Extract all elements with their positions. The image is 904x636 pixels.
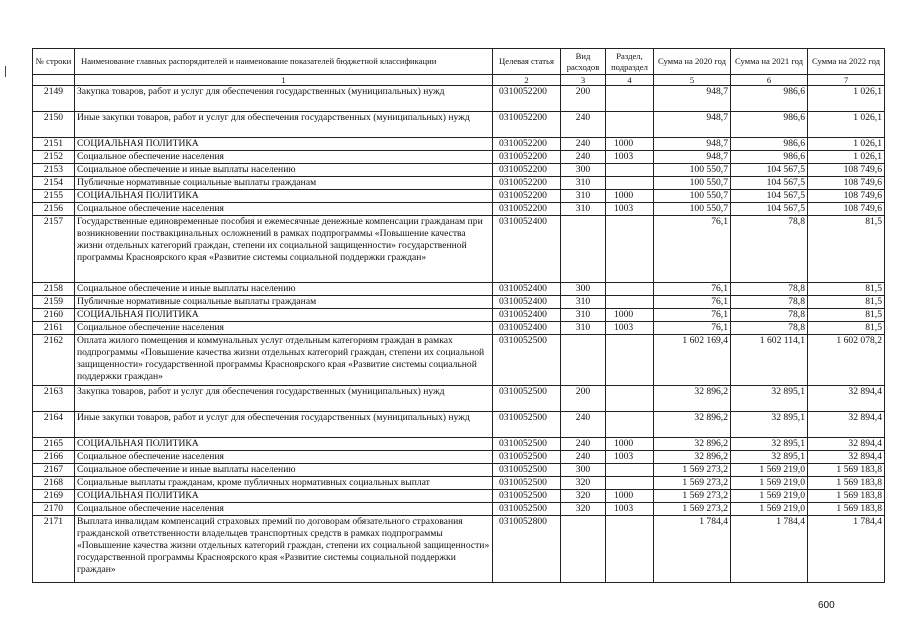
sum-2022: 32 894,4 (808, 412, 885, 438)
section-code (606, 386, 654, 412)
sum-2021: 986,6 (731, 151, 808, 164)
row-name: Закупка товаров, работ и услуг для обеспечения государственных (муниципальных) нужд (75, 86, 493, 112)
sum-2022: 1 026,1 (808, 138, 885, 151)
sum-2020: 948,7 (654, 151, 731, 164)
row-number: 2161 (33, 322, 75, 335)
table-row (33, 490, 885, 503)
row-name: Публичные нормативные социальные выплаты гражданам (75, 177, 493, 190)
row-name: Социальное обеспечение населения (75, 151, 493, 164)
target-article: 0310052200 (493, 138, 561, 151)
row-name: СОЦИАЛЬНАЯ ПОЛИТИКА (75, 309, 493, 322)
row-name: СОЦИАЛЬНАЯ ПОЛИТИКА (75, 490, 493, 503)
row-number: 2160 (33, 309, 75, 322)
sum-2022: 108 749,6 (808, 164, 885, 177)
sum-2021: 1 602 114,1 (731, 335, 808, 386)
header-target-article: Целевая статья (493, 49, 561, 75)
expense-type: 320 (561, 477, 606, 490)
expense-type (561, 335, 606, 386)
sum-2020: 100 550,7 (654, 190, 731, 203)
sum-2022: 1 569 183,8 (808, 477, 885, 490)
section-code (606, 177, 654, 190)
row-name: СОЦИАЛЬНАЯ ПОЛИТИКА (75, 190, 493, 203)
sum-2020: 1 569 273,2 (654, 464, 731, 477)
sum-2021: 104 567,5 (731, 190, 808, 203)
expense-type: 300 (561, 164, 606, 177)
table-row (33, 386, 885, 412)
expense-type: 320 (561, 503, 606, 516)
section-code (606, 516, 654, 583)
row-name: Социальное обеспечение и иные выплаты населению (75, 283, 493, 296)
row-number: 2152 (33, 151, 75, 164)
header-sum-2022: Сумма на 2022 год (808, 49, 885, 75)
table-row (33, 451, 885, 464)
row-name: Иные закупки товаров, работ и услуг для обеспечения государственных (муниципальных) нужд (75, 412, 493, 438)
section-code: 1000 (606, 309, 654, 322)
column-number: 1 (75, 75, 493, 86)
sum-2022: 1 602 078,2 (808, 335, 885, 386)
sum-2021: 78,8 (731, 216, 808, 283)
sum-2021: 1 569 219,0 (731, 477, 808, 490)
row-name: Иные закупки товаров, работ и услуг для обеспечения государственных (муниципальных) нужд (75, 112, 493, 138)
sum-2022: 1 569 183,8 (808, 503, 885, 516)
row-name: Социальное обеспечение и иные выплаты населению (75, 464, 493, 477)
section-code (606, 477, 654, 490)
sum-2021: 104 567,5 (731, 177, 808, 190)
sum-2022: 32 894,4 (808, 451, 885, 464)
row-number: 2168 (33, 477, 75, 490)
table-row (33, 296, 885, 309)
expense-type (561, 216, 606, 283)
sum-2022: 1 569 183,8 (808, 464, 885, 477)
target-article: 0310052500 (493, 464, 561, 477)
sum-2020: 76,1 (654, 296, 731, 309)
header-sum-2020: Сумма на 2020 год (654, 49, 731, 75)
row-name: Закупка товаров, работ и услуг для обеспечения государственных (муниципальных) нужд (75, 386, 493, 412)
expense-type: 240 (561, 412, 606, 438)
sum-2022: 81,5 (808, 216, 885, 283)
sum-2021: 986,6 (731, 138, 808, 151)
header-section: Раздел, подраздел (606, 49, 654, 75)
sum-2021: 78,8 (731, 309, 808, 322)
row-number: 2167 (33, 464, 75, 477)
section-code: 1000 (606, 190, 654, 203)
column-number-row (33, 75, 885, 86)
section-code: 1003 (606, 503, 654, 516)
row-name: Оплата жилого помещения и коммунальных услуг отдельным категориям граждан в рамках подпрограммы «Повышение качества жизни отдельных категорий граждан, степени их социальной защищенности» государственной программы Красноярского края «Развитие системы социальной поддержки граждан» (75, 335, 493, 386)
expense-type: 300 (561, 283, 606, 296)
sum-2020: 100 550,7 (654, 164, 731, 177)
expense-type: 310 (561, 203, 606, 216)
row-number: 2151 (33, 138, 75, 151)
table-row (33, 177, 885, 190)
row-number: 2150 (33, 112, 75, 138)
sum-2020: 1 569 273,2 (654, 477, 731, 490)
column-number-blank (33, 75, 75, 86)
sum-2020: 1 569 273,2 (654, 503, 731, 516)
table-row (33, 138, 885, 151)
table-row (33, 335, 885, 386)
row-number: 2169 (33, 490, 75, 503)
table-row (33, 164, 885, 177)
expense-type: 310 (561, 296, 606, 309)
sum-2021: 986,6 (731, 112, 808, 138)
row-number: 2170 (33, 503, 75, 516)
section-code: 1003 (606, 322, 654, 335)
table-row (33, 151, 885, 164)
row-number: 2165 (33, 438, 75, 451)
header-expense-type: Вид расходов (561, 49, 606, 75)
sum-2022: 32 894,4 (808, 386, 885, 412)
sum-2020: 948,7 (654, 112, 731, 138)
target-article: 0310052200 (493, 112, 561, 138)
row-name: СОЦИАЛЬНАЯ ПОЛИТИКА (75, 138, 493, 151)
sum-2021: 78,8 (731, 283, 808, 296)
sum-2020: 32 896,2 (654, 412, 731, 438)
row-number: 2149 (33, 86, 75, 112)
section-code (606, 164, 654, 177)
sum-2020: 76,1 (654, 309, 731, 322)
expense-type: 240 (561, 438, 606, 451)
row-number: 2157 (33, 216, 75, 283)
column-number: 6 (731, 75, 808, 86)
sum-2020: 100 550,7 (654, 203, 731, 216)
table-row (33, 438, 885, 451)
header-name: Наименование главных распорядителей и наименование показателей бюджетной классификации (75, 49, 493, 75)
table-row (33, 412, 885, 438)
expense-type: 320 (561, 490, 606, 503)
row-name: СОЦИАЛЬНАЯ ПОЛИТИКА (75, 438, 493, 451)
row-name: Социальное обеспечение населения (75, 451, 493, 464)
header-row (33, 49, 885, 75)
section-code (606, 283, 654, 296)
column-number: 4 (606, 75, 654, 86)
sum-2022: 81,5 (808, 322, 885, 335)
sum-2020: 1 784,4 (654, 516, 731, 583)
row-number: 2171 (33, 516, 75, 583)
sum-2021: 78,8 (731, 296, 808, 309)
header-row-number: № строки (33, 49, 75, 75)
expense-type: 310 (561, 322, 606, 335)
section-code: 1000 (606, 438, 654, 451)
row-number: 2162 (33, 335, 75, 386)
sum-2021: 986,6 (731, 86, 808, 112)
sum-2020: 76,1 (654, 322, 731, 335)
sum-2022: 81,5 (808, 309, 885, 322)
target-article: 0310052500 (493, 386, 561, 412)
sum-2020: 1 602 169,4 (654, 335, 731, 386)
sum-2021: 32 895,1 (731, 412, 808, 438)
sum-2022: 81,5 (808, 296, 885, 309)
sum-2022: 1 026,1 (808, 112, 885, 138)
row-name: Выплата инвалидам компенсаций страховых премий по договорам обязательного страхования гражданской ответственности владельцев транспортных средств в рамках подпрограммы «Повышение качества жизни отдельных категорий граждан, степени их социальной защищенности» государственной программы Красноярского края «Развитие системы социальной поддержки граждан» (75, 516, 493, 583)
target-article: 0310052400 (493, 309, 561, 322)
target-article: 0310052200 (493, 164, 561, 177)
sum-2022: 108 749,6 (808, 190, 885, 203)
margin-mark (5, 66, 6, 77)
table-row (33, 203, 885, 216)
sum-2021: 78,8 (731, 322, 808, 335)
sum-2022: 1 026,1 (808, 151, 885, 164)
section-code: 1000 (606, 490, 654, 503)
target-article: 0310052500 (493, 490, 561, 503)
target-article: 0310052500 (493, 477, 561, 490)
sum-2020: 32 896,2 (654, 386, 731, 412)
sum-2020: 76,1 (654, 283, 731, 296)
row-name: Социальное обеспечение населения (75, 503, 493, 516)
row-number: 2156 (33, 203, 75, 216)
table-row (33, 322, 885, 335)
row-number: 2166 (33, 451, 75, 464)
target-article: 0310052500 (493, 438, 561, 451)
row-number: 2155 (33, 190, 75, 203)
sum-2021: 32 895,1 (731, 386, 808, 412)
expense-type (561, 516, 606, 583)
sum-2022: 81,5 (808, 283, 885, 296)
section-code: 1003 (606, 151, 654, 164)
sum-2021: 1 569 219,0 (731, 503, 808, 516)
row-name: Публичные нормативные социальные выплаты гражданам (75, 296, 493, 309)
target-article: 0310052400 (493, 322, 561, 335)
sum-2020: 1 569 273,2 (654, 490, 731, 503)
target-article: 0310052500 (493, 335, 561, 386)
target-article: 0310052200 (493, 190, 561, 203)
section-code (606, 296, 654, 309)
expense-type: 240 (561, 112, 606, 138)
sum-2020: 32 896,2 (654, 438, 731, 451)
section-code (606, 412, 654, 438)
sum-2022: 1 569 183,8 (808, 490, 885, 503)
sum-2022: 108 749,6 (808, 203, 885, 216)
sum-2021: 104 567,5 (731, 203, 808, 216)
expense-type: 240 (561, 151, 606, 164)
sum-2022: 32 894,4 (808, 438, 885, 451)
table-row (33, 86, 885, 112)
row-name: Социальное обеспечение населения (75, 203, 493, 216)
expense-type: 300 (561, 464, 606, 477)
section-code: 1000 (606, 138, 654, 151)
row-number: 2164 (33, 412, 75, 438)
row-name: Социальное обеспечение населения (75, 322, 493, 335)
table-row (33, 190, 885, 203)
target-article: 0310052400 (493, 216, 561, 283)
table-body (33, 75, 885, 583)
sum-2021: 104 567,5 (731, 164, 808, 177)
sum-2020: 948,7 (654, 138, 731, 151)
expense-type: 310 (561, 309, 606, 322)
sum-2021: 32 895,1 (731, 438, 808, 451)
expense-type: 240 (561, 451, 606, 464)
section-code: 1003 (606, 203, 654, 216)
target-article: 0310052200 (493, 151, 561, 164)
table-row (33, 309, 885, 322)
expense-type: 200 (561, 86, 606, 112)
target-article: 0310052500 (493, 412, 561, 438)
table-row (33, 112, 885, 138)
target-article: 0310052200 (493, 177, 561, 190)
table-row (33, 516, 885, 583)
column-number: 5 (654, 75, 731, 86)
section-code (606, 335, 654, 386)
row-name: Социальное обеспечение и иные выплаты населению (75, 164, 493, 177)
sum-2020: 76,1 (654, 216, 731, 283)
section-code (606, 464, 654, 477)
target-article: 0310052500 (493, 503, 561, 516)
expense-type: 310 (561, 177, 606, 190)
table-row (33, 216, 885, 283)
column-number: 2 (493, 75, 561, 86)
column-number: 3 (561, 75, 606, 86)
sum-2021: 1 569 219,0 (731, 490, 808, 503)
sum-2020: 32 896,2 (654, 451, 731, 464)
sum-2020: 100 550,7 (654, 177, 731, 190)
target-article: 0310052200 (493, 203, 561, 216)
target-article: 0310052400 (493, 283, 561, 296)
sum-2021: 1 569 219,0 (731, 464, 808, 477)
row-number: 2158 (33, 283, 75, 296)
target-article: 0310052200 (493, 86, 561, 112)
table-row (33, 477, 885, 490)
row-name: Государственные единовременные пособия и ежемесячные денежные компенсации гражданам при возникновении поствакцинальных осложнений в рамках подпрограммы «Повышение качества жизни отдельных категорий граждан, степени их социальной защищенности» государственной программы Красноярского края «Развитие системы социальной поддержки граждан» (75, 216, 493, 283)
section-code (606, 216, 654, 283)
sum-2022: 1 026,1 (808, 86, 885, 112)
section-code (606, 86, 654, 112)
table-row (33, 503, 885, 516)
sum-2022: 1 784,4 (808, 516, 885, 583)
expense-type: 310 (561, 190, 606, 203)
table-row (33, 283, 885, 296)
row-number: 2159 (33, 296, 75, 309)
row-number: 2163 (33, 386, 75, 412)
target-article: 0310052400 (493, 296, 561, 309)
sum-2022: 108 749,6 (808, 177, 885, 190)
section-code (606, 112, 654, 138)
page-number: 600 (818, 600, 835, 611)
target-article: 0310052800 (493, 516, 561, 583)
section-code: 1003 (606, 451, 654, 464)
row-number: 2154 (33, 177, 75, 190)
sum-2020: 948,7 (654, 86, 731, 112)
header-sum-2021: Сумма на 2021 год (731, 49, 808, 75)
table-row (33, 464, 885, 477)
row-number: 2153 (33, 164, 75, 177)
target-article: 0310052500 (493, 451, 561, 464)
sum-2021: 32 895,1 (731, 451, 808, 464)
sum-2021: 1 784,4 (731, 516, 808, 583)
column-number: 7 (808, 75, 885, 86)
budget-table (32, 48, 885, 583)
row-name: Социальные выплаты гражданам, кроме публичных нормативных социальных выплат (75, 477, 493, 490)
expense-type: 200 (561, 386, 606, 412)
expense-type: 240 (561, 138, 606, 151)
